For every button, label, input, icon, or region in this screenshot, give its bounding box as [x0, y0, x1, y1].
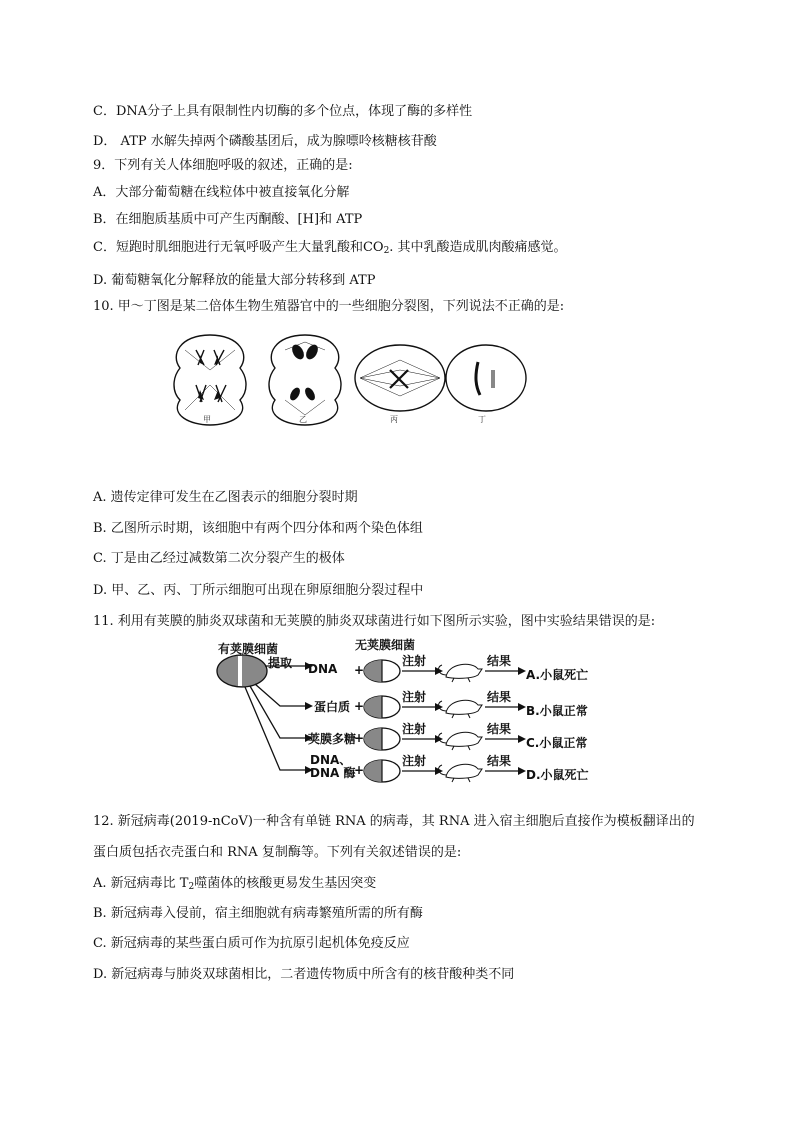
- question-9-option-b: B．在细胞质基质中可产生丙酮酸、[H]和 ATP: [93, 212, 363, 227]
- row-3-component: 荚膜多糖: [308, 732, 357, 746]
- plus-4: +: [354, 763, 365, 777]
- question-11: 11. 利用有荚膜的肺炎双球菌和无荚膜的肺炎双球菌进行如下图所示实验，图中实验结果错误的是:: [93, 614, 656, 629]
- outcome-c: C.小鼠正常: [526, 736, 588, 750]
- question-9: 9．下列有关人体细胞呼吸的叙述，正确的是:: [93, 158, 353, 173]
- plus-3: +: [354, 731, 365, 745]
- question-9-option-c: C．短跑时肌细胞进行无氧呼吸产生大量乳酸和$CO_2$. 其中乳酸造成肌肉酸痛感觉。: [93, 240, 567, 256]
- noncapsulated-bacterium-icon: [364, 660, 400, 682]
- question-12-option-d: D. 新冠病毒与肺炎双球菌相比，二者遗传物质中所含有的核苷酸种类不同: [93, 967, 515, 982]
- cell-bing: [355, 345, 445, 411]
- capsulated-bacterium-icon: [217, 655, 267, 687]
- cell-division-figure: [170, 330, 530, 430]
- question-12-option-b: B. 新冠病毒入侵前，宿主细胞就有病毒繁殖所需的所有酶: [93, 906, 423, 921]
- noncapsulated-label: 无荚膜细菌: [355, 638, 416, 652]
- outcome-b: B.小鼠正常: [526, 704, 588, 718]
- outcome-d: D.小鼠死亡: [526, 768, 589, 782]
- inject-label-1: 注射: [402, 654, 427, 668]
- row-2-component: 蛋白质: [314, 700, 351, 714]
- inject-label-2: 注射: [402, 690, 427, 704]
- outcome-a: A.小鼠死亡: [526, 668, 589, 682]
- result-label-3: 结果: [487, 722, 512, 736]
- option-d-atp: D． ATP 水解失掉两个磷酸基团后，成为腺嘌呤核糖核苷酸: [93, 134, 437, 149]
- caption-jia: 甲: [203, 415, 211, 424]
- result-label-4: 结果: [487, 754, 512, 768]
- capsulated-label: 有荚膜细菌: [218, 642, 279, 656]
- mouse-icon: [439, 732, 482, 750]
- noncapsulated-bacterium-icon: [364, 728, 400, 750]
- cell-jia: [174, 335, 246, 425]
- cell-ding: [446, 345, 526, 411]
- option-c-dna: C．DNA分子上具有限制性内切酶的多个位点，体现了酶的多样性: [93, 104, 473, 119]
- question-10-option-d: D. 甲、乙、丙、丁所示细胞可出现在卵原细胞分裂过程中: [93, 583, 424, 598]
- question-10-option-a: A. 遗传定律可发生在乙图表示的细胞分裂时期: [93, 490, 358, 505]
- caption-yi: 乙: [299, 415, 307, 424]
- question-9-option-a: A．大部分葡萄糖在线粒体中被直接氧化分解: [93, 185, 350, 200]
- noncapsulated-bacterium-icon: [364, 696, 400, 718]
- question-12-line-1: 12. 新冠病毒(2019-nCoV)一种含有单链 RNA 的病毒，其 RNA 进入宿主细胞后直接作为模板翻译出的: [93, 814, 695, 829]
- caption-ding: 丁: [478, 415, 486, 424]
- row-4-component: DNA、 DNA 酶: [310, 753, 356, 780]
- result-label-2: 结果: [487, 690, 512, 704]
- noncapsulated-bacterium-icon: [364, 760, 400, 782]
- mouse-icon: [439, 664, 482, 682]
- question-10-option-b: B. 乙图所示时期，该细胞中有两个四分体和两个染色体组: [93, 521, 423, 536]
- extract-label: 提取: [268, 656, 293, 670]
- bacteria-experiment-figure: [210, 636, 610, 786]
- inject-label-3: 注射: [402, 722, 427, 736]
- question-10: 10. 甲～丁图是某二倍体生物生殖器官中的一些细胞分裂图，下列说法不正确的是:: [93, 299, 565, 314]
- mouse-icon: [439, 700, 482, 718]
- question-12-option-c: C. 新冠病毒的某些蛋白质可作为抗原引起机体免疫反应: [93, 936, 410, 951]
- question-12-line-2: 蛋白质包括衣壳蛋白和 RNA 复制酶等。下列有关叙述错误的是:: [93, 845, 462, 860]
- question-10-option-c: C. 丁是由乙经过减数第二次分裂产生的极体: [93, 551, 345, 566]
- mouse-icon: [439, 764, 482, 782]
- result-label-1: 结果: [487, 654, 512, 668]
- plus-2: +: [354, 699, 365, 713]
- question-12-option-a: A. 新冠病毒比 $T_2$噬菌体的核酸更易发生基因突变: [93, 876, 377, 892]
- question-9-option-d: D. 葡萄糖氧化分解释放的能量大部分转移到 ATP: [93, 273, 376, 288]
- cell-yi: [269, 335, 341, 425]
- row-1-component: DNA: [308, 662, 338, 676]
- inject-label-4: 注射: [402, 754, 427, 768]
- caption-bing: 丙: [390, 415, 398, 424]
- plus-1: +: [354, 663, 365, 677]
